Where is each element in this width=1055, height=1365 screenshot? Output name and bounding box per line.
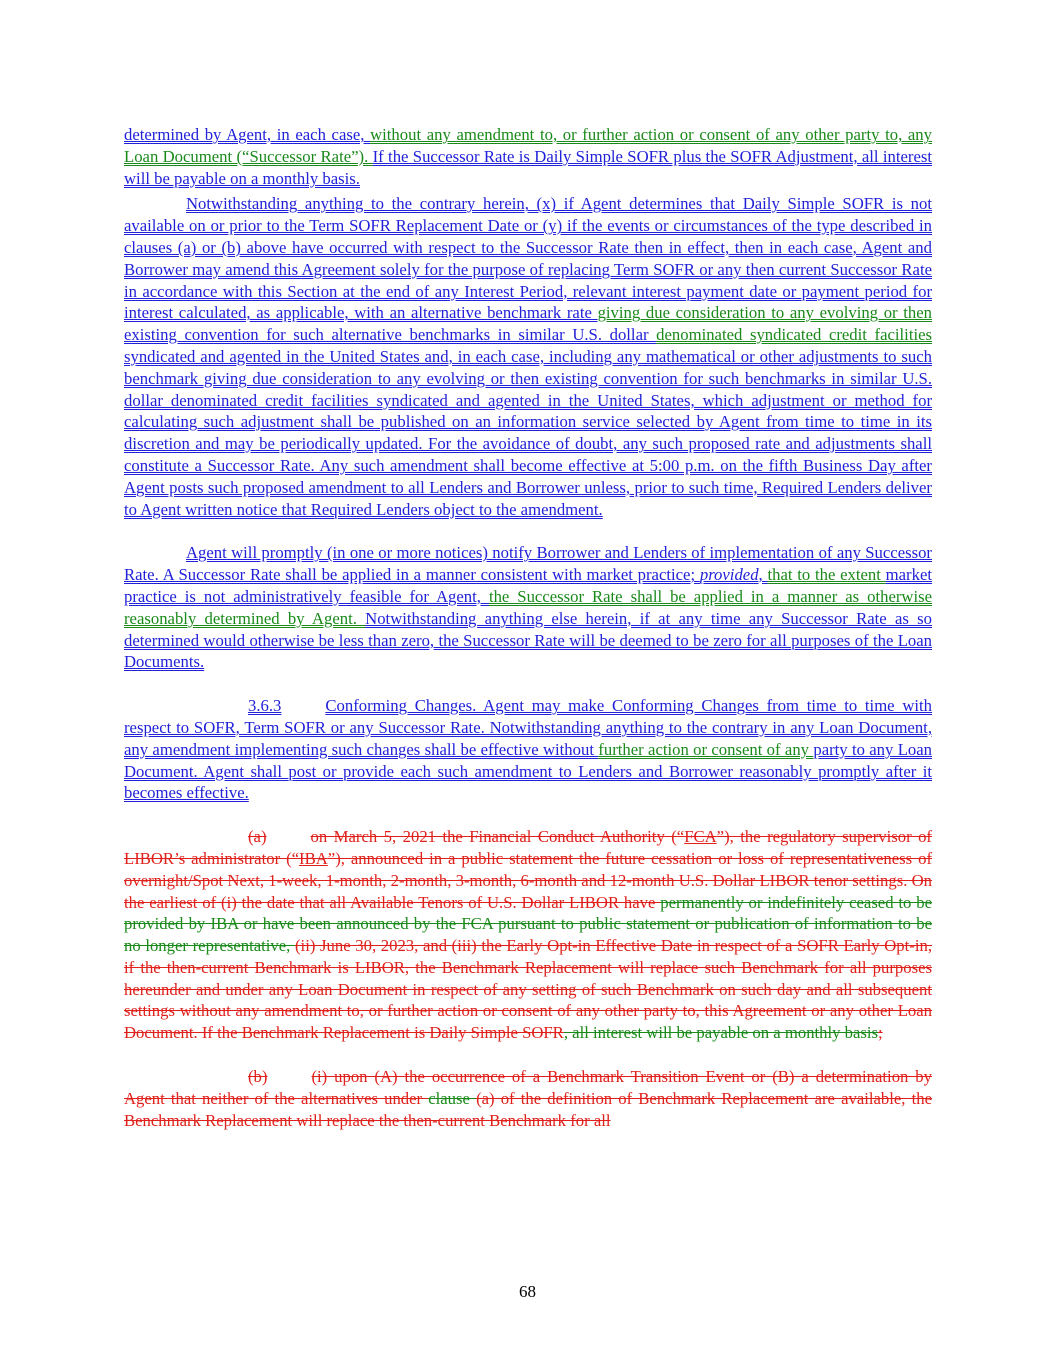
text-run: determined by Agent, in each case, (124, 125, 371, 144)
text-run: giving due consideration to any evolving or then (597, 303, 932, 323)
text-run: that to the extent (767, 565, 886, 585)
section-number: 3.6.3 (248, 696, 282, 716)
deleted-clause-b (124, 1066, 932, 1131)
text-run: syndicated and agented in the United States and, in each case, including any mathematical or other adjustments to such benchmark giving due consideration to any evolving or then existing convention for such benchmarks in similar U.S. dollar denominated credit facilities syndicated and agented in the United States, which adjustment or method for calculating such adjustment shall be published on an information service selected by Agent from time to time in its discretion and may be periodically updated. For the avoidance of doubt, any such proposed rate and adjustments shall constitute a Successor Rate. Any such amendment shall become effective at 5:00 p.m. on the fifth Business Day after Agent posts such proposed amendment to all Lenders and Borrower unless, prior to such time, Required Lenders deliver to Agent written notice that Required Lenders object to the amendment. (124, 346, 932, 519)
text-run: ”), announced in a public statement the future cessation or loss of representativeness of overnight/Spot Next, 1-week, 1-month, 2-month, 3-month, 6-month and 12-month U.S. Dollar LIBOR tenor settings. On the earliest of (i) the date that all Available Tenors of U.S. Dollar LIBOR have (124, 848, 933, 912)
paragraph-successor-rate-definition (124, 124, 932, 189)
text-run: IBA (299, 848, 328, 868)
text-run: ; (878, 1023, 883, 1043)
text-run: Notwithstanding anything to the contrary herein, (x) if Agent determines that Daily Simple SOFR is not available on or prior to the Term SOFR Replacement Date or (y) if the events or circumstances of the type described in clauses (a) or (b) above have occurred with respect to the Successor Rate then in effect, then in each case, Agent and Borrower may amend this Agreement solely for the purpose of replacing Term SOFR or any then current Successor Rate in accordance with this Section at the end of any Interest Period, relevant interest payment date or payment period for interest calculated, as applicable, with an alternative benchmark rate (124, 194, 932, 323)
paragraph-successor-rate-notice (124, 542, 932, 673)
text-run: If the Successor Rate is Daily Simple SOFR plus the SOFR Adjustment, all interest will be payable on a monthly basis. (124, 146, 932, 188)
document-page (124, 124, 932, 1131)
text-run: existing convention for such alternative benchmarks in similar U.S. dollar (124, 325, 657, 345)
text-run: ”), the regulatory supervisor of LIBOR’s administrator (“ (124, 827, 932, 868)
text-run: the Successor Rate shall be applied in a manner as otherwise reasonably determined by Agent. (124, 586, 933, 628)
text-run: (i) upon (A) the occurrence of a Benchmark Transition Event or (B) a determination by Agent that neither of the alternatives under (124, 1067, 932, 1108)
deleted-clause-a (124, 826, 932, 1044)
text-run: (a) of the definition of Benchmark Replacement are available, the Benchmark Replacement will replace the then-current Benchmark for all (124, 1088, 932, 1130)
text-run: permanently or indefinitely ceased to be provided by IBA or have been announced by the FCA pursuant to public statement or publication of information to be no longer representative, (124, 892, 933, 956)
text-run: provided (699, 565, 759, 585)
text-run: market practice is not administratively feasible for Agent, (124, 565, 933, 606)
text-run: Conforming Changes. Agent may make Conforming Changes from time to time with respect to SOFR, Term SOFR or any Successor Rate. Notwithstanding anything to the contrary in any Loan Document, any amendment implementing such changes shall be effective without (124, 696, 932, 759)
text-run: Agent will promptly (in one or more notices) notify Borrower and Lenders of implementation of any Successor Rate. A Successor Rate shall be applied in a manner consistent with market practice; (124, 543, 932, 585)
clause-body (124, 1067, 932, 1130)
text-run: FCA (684, 827, 717, 847)
text-run: party to any Loan Document. Agent shall post or provide each such amendment to Lenders and Borrower reasonably promptly after it becomes effective. (124, 739, 932, 803)
clause-number: (a) (248, 827, 267, 847)
text-run: denominated syndicated credit facilities (656, 325, 932, 345)
section-3-6-3-conforming-changes (124, 695, 932, 804)
text-run: , (758, 565, 768, 585)
text-run: (ii) June 30, 2023, and (iii) the Early Opt-in Effective Date in respect of a SOFR Early Opt-in, if the then-current Benchmark is LIBOR, the Benchmark Replacement will replace such Benchmark for all purposes hereunder and under any Loan Document in respect of any setting of such Benchmark on such day and all subsequent settings without any amendment to, or further action or consent of any other party to, this Agreement or any other Loan Document. If the Benchmark Replacement is Daily Simple SOFR (124, 936, 932, 1043)
page-number: 68 (519, 1282, 536, 1301)
section-body (124, 696, 932, 802)
text-run: without any amendment to, or further action or consent of any other party to, any Loan Document (“Successor Rate”). (124, 125, 932, 166)
text-run: , all interest will be payable on a monthly basis (563, 1023, 879, 1043)
text-run: on March 5, 2021 the Financial Conduct Authority (“ (310, 827, 685, 847)
text-run: clause (428, 1088, 477, 1108)
clause-number: (b) (248, 1067, 268, 1087)
clause-body (124, 827, 932, 1042)
text-run: further action or consent of any (598, 739, 814, 759)
text-run: Notwithstanding anything else herein, if at any time any Successor Rate as so determined would otherwise be less than zero, the Successor Rate will be deemed to be zero for all purposes of the Loan Documents. (124, 608, 932, 672)
paragraph-successor-rate-amendment (124, 193, 932, 520)
